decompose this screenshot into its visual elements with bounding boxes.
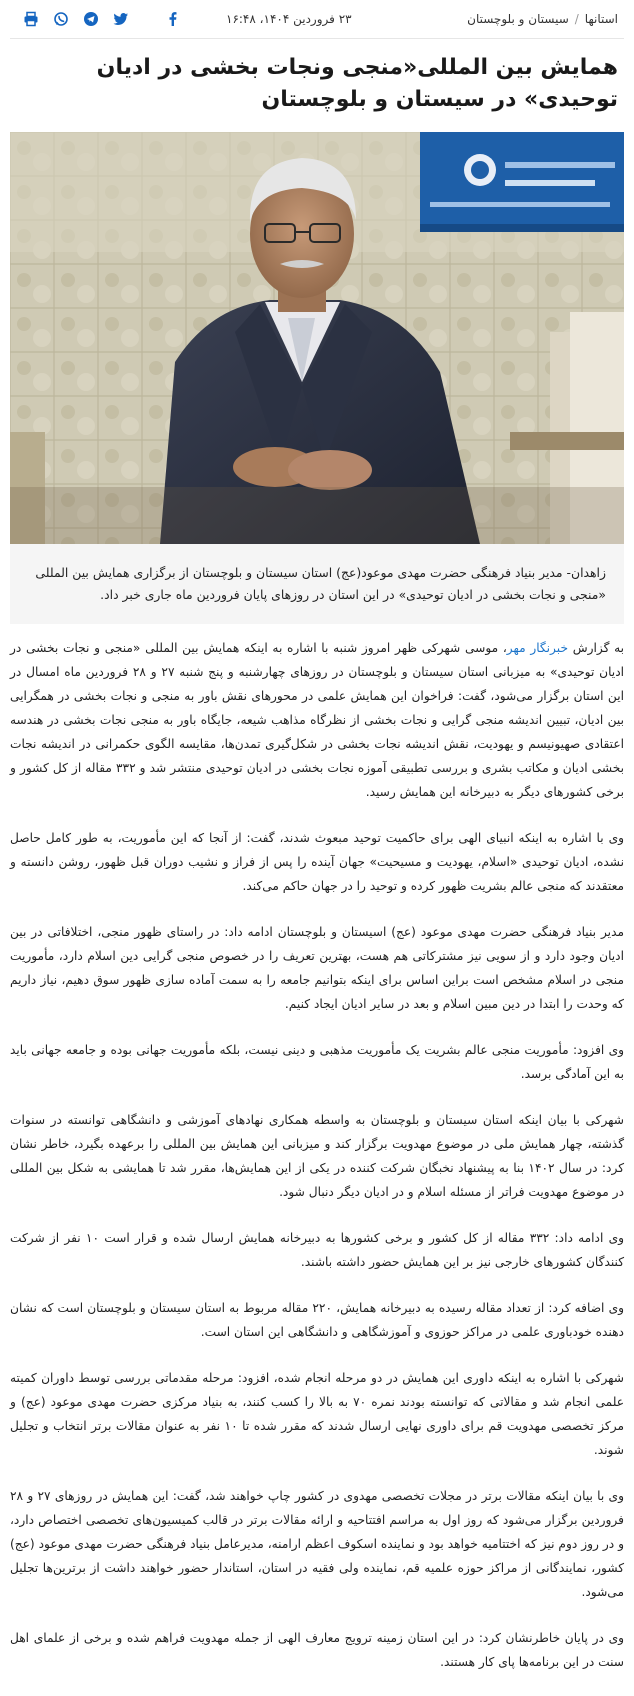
whatsapp-icon[interactable] (48, 6, 74, 32)
article-title: همایش بین المللی«منجی ونجات بخشی در ادیان توحیدی» در سیستان و بلوچستان (96, 55, 618, 112)
photo-caption: زاهدان- مدیر بنیاد فرهنگی حضرت مهدی موعود(عج) استان سیستان و بلوچستان از برگزاری همایش بین المللی «منجی و نجات بخشی در ادیان توحیدی» در این استان در روزهای پایان فروردین ماه جاری خبر داد. (10, 544, 624, 624)
portrait-photo (10, 132, 624, 544)
telegram-icon[interactable] (78, 6, 104, 32)
facebook-icon[interactable] (160, 6, 186, 32)
paragraph: وی با اشاره به اینکه انبیای الهی برای حاکمیت توحید مبعوث شدند، گفت: از آنجا که این مأموریت، به طور کامل حاصل نشده، ادیان توحیدی «اسلام، یهودیت و مسیحیت» جهان آینده را پس از فراز و نشیب دوران قبل ظهور، روشن دانسته و معتقدند که منجی عالم بشریت ظهور کرده و توحید را در جهان حاکم می‌کند. (10, 831, 624, 893)
source-link[interactable]: خبرنگار مهر (506, 641, 568, 655)
paragraph: وی اضافه کرد: از تعداد مقاله رسیده به دبیرخانه همایش، ۲۲۰ مقاله مربوط به استان سیستان و بلوچستان است که نشان دهنده خودباوری علمی در مراکز حوزوی و آموزشگاهی و دانشگاهی این استان است. (10, 1301, 624, 1339)
paragraph: وی ادامه داد: ۳۳۲ مقاله از کل کشور و برخی کشورها به دبیرخانه همایش ارسال شده و قرار است ۱۰ نفر از شرکت کنندگان کشورهای خارجی نیز بر این همایش حضور داشته باشند. (10, 1231, 625, 1269)
breadcrumb-separator: / (574, 12, 579, 26)
paragraph: شهرکی با اشاره به اینکه داوری این همایش در دو مرحله انجام شده، افزود: مرحله مقدماتی بررسی توسط داوران کمیته علمی انجام شد و مقالاتی که توانسته بودند نمره ۷۰ به بالا را کسب کنند، به بنیاد مرکزی حضرت مهدی موعود (عج) و مرکز تخصصی مهدویت قم برای داوری نهایی ارسال شدند که مقرر شده تا ۱۰ نفر به عنوان مقالات برتر انتخاب و تجلیل شوند. (10, 1371, 624, 1457)
paragraph: وی با بیان اینکه مقالات برتر در مجلات تخصصی مهدوی در کشور چاپ خواهند شد، گفت: این همایش در روزهای ۲۷ و ۲۸ فروردین برگزار می‌شود که روز اول به مراسم افتتاحیه و ارائه مقالات برتر در قالب کمیسیون‌های تخصصی اختصاص دارد، و در روز دوم نیز که اختتامیه خواهد بود و نماینده اسکوف اعظم ارامنه، مدیرعامل بنیاد فرهنگی حضرت مهدی موعود (عج) کشور، نمایندگانی از مراکز حوزه علمیه قم، نماینده ولی فقیه در استان، استاندار حضور خواهند داشت از برترین‌ها تجلیل می‌شود. (10, 1489, 624, 1599)
twitter-icon[interactable] (108, 6, 134, 32)
paragraph: مدیر بنیاد فرهنگی حضرت مهدی موعود (عج) اسیستان و بلوچستان ادامه داد: در راستای ظهور منجی، اختلافاتی در بین ادیان وجود دارد و از سویی نیز مشترکاتی هم هست، بهترین تعریف را در خصوص منجی گرایی دین اسلام دارد، مأموریت منجی در اسلام مشخص است براین اساس برای اینکه بتوانیم جامعه را به سمت آماده سازی ظهور سوق دهیم، نیاز داریم که وحدت را ابتدا در دین مبین اسلام و بعد در سایر ادیان ایجاد کنیم. (10, 925, 624, 1011)
breadcrumb (467, 12, 624, 26)
breadcrumb-item-province[interactable]: سیستان و بلوچستان (467, 12, 569, 26)
paragraph-text: ، موسی شهرکی ظهر امروز شنبه با اشاره به اینکه همایش بین المللی «منجی و نجات بخشی در ادیان توحیدی» به میزبانی استان سیستان و بلوچستان در روزهای چهارشنبه و پنج شنبه ۲۷ و ۲۸ فروردین ماه امسال در این استان برگزار می‌شود، گفت: فراخوان این همایش علمی در محورهای نقش باور به منجی و نجات بخشی در همگرایی بین ادیان، تبیین اندیشه منجی گرایی و نجات بخشی از نظرگاه مذاهب شیعه، جایگاه باور به منجی نجات بخشی در هندسه اعتقادی صهیونیسم و یهودیت، نقش اندیشه نجات بخشی در شکل‌گیری تمدن‌ها، مقایسه الگوی حکمرانی در اندیشه نجات بخشی ادیان و مکاتب بشری و بررسی تطبیقی آموزه نجات بخشی در ادیان توحیدی منتشر شد و ۳۳۲ مقاله از کل کشور و برخی کشورهای دیگر به دبیرخانه این همایش رسید. (10, 641, 625, 799)
publish-date: ۲۳ فروردین ۱۴۰۴، ۱۶:۴۸ (226, 12, 352, 26)
paragraph: وی افزود: مأموریت منجی عالم بشریت یک مأموریت مذهبی و دینی نیست، بلکه مأموریت جهانی بوده و جامعه جهانی باید به این آمادگی برسد. (10, 1043, 624, 1081)
article-body (10, 636, 624, 1696)
share-bar (10, 6, 186, 32)
breadcrumb-item-provinces[interactable]: استانها (584, 12, 618, 26)
lead-prefix: به گزارش (572, 641, 624, 655)
article-photo (10, 132, 624, 544)
paragraph: وی در پایان خاطرنشان کرد: در این استان زمینه ترویج معارف الهی از جمله مهدویت فراهم شده و برخی از علمای اهل سنت در این برنامه‌ها پای کار هستند. (10, 1631, 624, 1669)
paragraph (10, 636, 624, 804)
top-bar (10, 0, 624, 39)
paragraph: شهرکی با بیان اینکه استان سیستان و بلوچستان به واسطه همکاری نهادهای آموزشی و دانشگاهی توانسته در سنوات گذشته، چهار همایش ملی در موضوع مهدویت برگزار کند و میزبانی این همایش بین المللی را برعهده بگیرد، خاطر نشان کرد: در سال ۱۴۰۲ بنا به پیشنهاد نخبگان شرکت کننده در یکی از این همایش‌ها، مقرر شد تا همایشی به شکل بین المللی در موضوع مهدویت فراتر از مسئله اسلام و در ادیان دیگر دنبال شود. (10, 1113, 624, 1199)
print-icon[interactable] (18, 6, 44, 32)
